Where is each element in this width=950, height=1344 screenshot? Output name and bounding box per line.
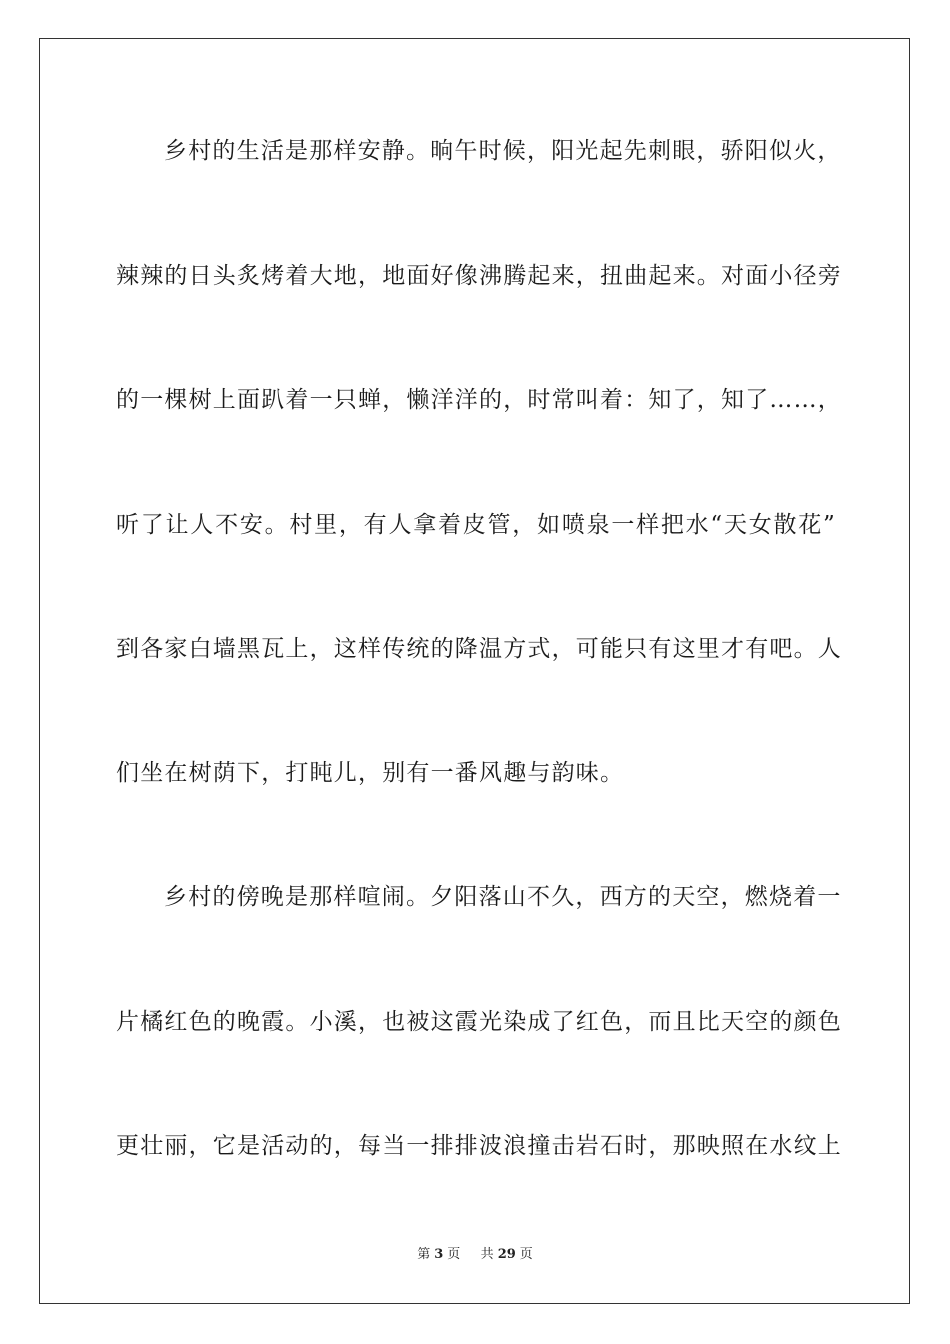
page-indicator: 第 3 页 — [417, 1247, 461, 1262]
paragraph-1-line-4: 听了让人不安。村里，有人拿着皮管，如喷泉一样把水“天女散花” — [116, 512, 836, 538]
page-border — [39, 38, 910, 1304]
paragraph-2-line-1: 乡村的傍晚是那样喧闹。夕阳落山不久，西方的天空，燃烧着一 — [164, 884, 842, 910]
paragraph-2-line-2: 片橘红色的晚霞。小溪，也被这霞光染成了红色，而且比天空的颜色 — [116, 1009, 842, 1035]
paragraph-1-line-6: 们坐在树荫下，打盹儿，别有一番风趣与韵味。 — [116, 760, 625, 786]
paragraph-1-line-5: 到各家白墙黑瓦上，这样传统的降温方式，可能只有这里才有吧。人 — [116, 636, 842, 662]
paragraph-1-line-2: 辣辣的日头炙烤着大地，地面好像沸腾起来，扭曲起来。对面小径旁 — [116, 263, 842, 289]
current-page-number: 3 — [434, 1247, 444, 1262]
paragraph-1-line-1: 乡村的生活是那样安静。晌午时候，阳光起先刺眼，骄阳似火， — [164, 138, 842, 164]
paragraph-1-line-3: 的一棵树上面趴着一只蝉，懒洋洋的，时常叫着：知了，知了……， — [116, 387, 842, 413]
total-pages-indicator: 共 29 页 — [480, 1247, 533, 1262]
page-footer — [0, 1246, 950, 1264]
total-pages-number: 29 — [497, 1247, 516, 1262]
paragraph-2-line-3: 更壮丽，它是活动的，每当一排排波浪撞击岩石时，那映照在水纹上 — [116, 1133, 842, 1159]
